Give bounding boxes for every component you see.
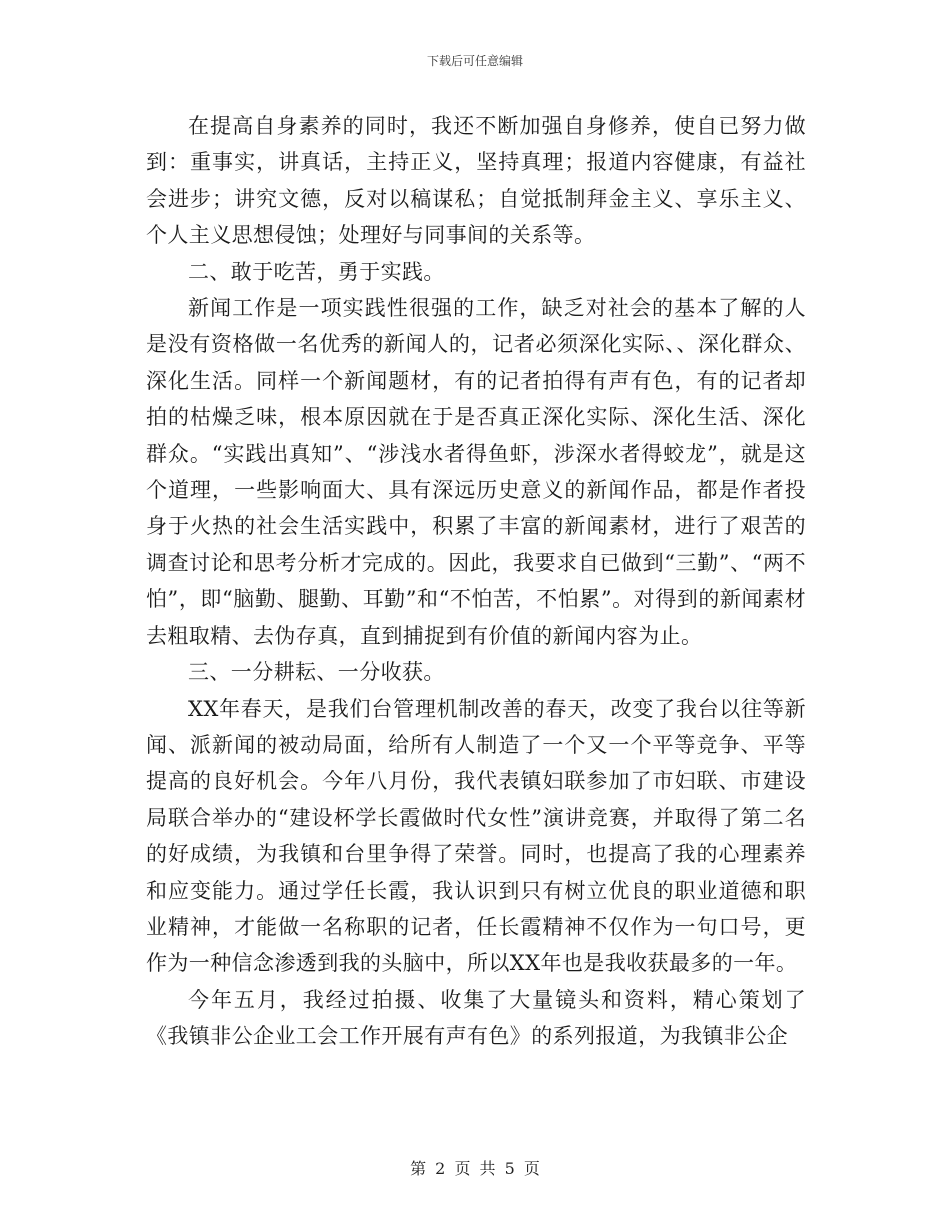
- paragraph-spring-reform: XX年春天，是我们台管理机制改善的春天，改变了我台以往等新闻、派新闻的被动局面，给所有人制造了一个又一个平等竞争、平等提高的良好机会。今年八月份，我代表镇妇联参加了市妇联、市建设局联合举办的“建设杯学长霞做时代女性”演讲竞赛，并取得了第二名的好成绩，为我镇和台里争得了荣誉。同时，也提高了我的心理素养和应变能力。通过学任长霞，我认识到只有树立优良的职业道德和职业精神，才能做一名称职的记者，任长霞精神不仅作为一句口号，更作为一种信念渗透到我的头脑中，所以XX年也是我收获最多的一年。: [146, 696, 806, 976]
- paragraph-may-report: 今年五月，我经过拍摄、收集了大量镜头和资料，精心策划了《我镇非公企业工会工作开展有声有色》的系列报道，为我镇非公企: [146, 987, 806, 1049]
- paragraph-news-practice: 新闻工作是一项实践性很强的工作，缺乏对社会的基本了解的人是没有资格做一名优秀的新闻人的，记者必须深化实际、、深化群众、深化生活。同样一个新闻题材，有的记者拍得有声有色，有的记者却拍的枯燥乏味，根本原因就在于是否真正深化实际、深化生活、深化群众。“实践出真知”、“涉浅水者得鱼虾，涉深水者得蛟龙”，就是这个道理，一些影响面大、具有深远历史意义的新闻作品，都是作者投身于火热的社会生活实践中，积累了丰富的新闻素材，进行了艰苦的调查讨论和思考分析才完成的。因此，我要求自已做到“三勤”、“两不怕”，即“脑勤、腿勤、耳勤”和“不怕苦，不怕累”。对得到的新闻素材去粗取精、去伪存真，直到捕捉到有价值的新闻内容为止。: [146, 296, 806, 648]
- section-heading-practice: 二、敢于吃苦，勇于实践。: [188, 259, 445, 284]
- paragraph-self-cultivation: 在提高自身素养的同时，我还不断加强自身修养，使自已努力做到：重事实，讲真话，主持正义，坚持真理；报道内容健康，有益社会进步；讲究文德，反对以稿谋私；自觉抵制拜金主义、享乐主义、个人主义思想侵蚀；处理好与同事间的关系等。: [146, 114, 806, 248]
- page-number: 第 2 页 共 5 页: [410, 1159, 540, 1178]
- page-header: 下载后可任意编辑: [426, 54, 523, 68]
- section-heading-harvest: 三、一分耕耘、一分收获。: [188, 660, 445, 685]
- document-body: [146, 108, 806, 1055]
